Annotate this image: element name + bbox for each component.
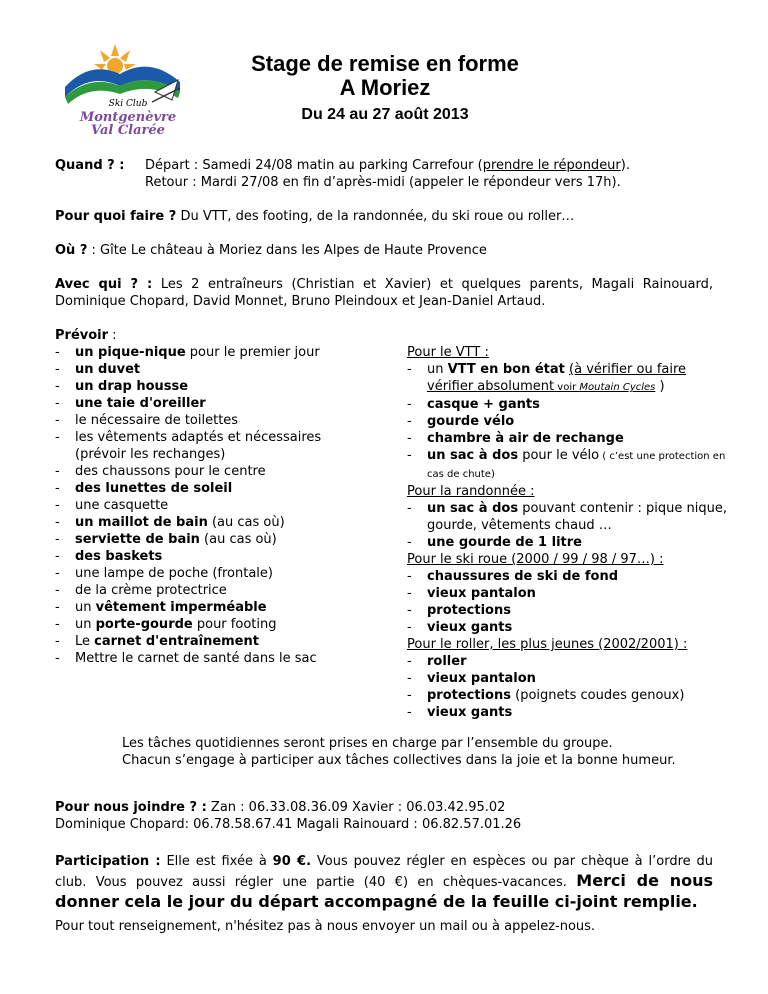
title-line-1: Stage de remise en forme bbox=[251, 51, 519, 76]
vtt-header: Pour le VTT : bbox=[407, 345, 489, 360]
list-item: - vieux gants bbox=[407, 704, 727, 721]
taches-line-2: Chacun s’engage à participer aux tâches collectives dans la joie et la bonne humeur. bbox=[122, 753, 676, 768]
ski-club-logo bbox=[60, 42, 185, 142]
repondeur-link[interactable]: prendre le répondeur bbox=[482, 158, 621, 173]
list-item: - vieux pantalon bbox=[407, 670, 727, 687]
pourquoi-text: Du VTT, des footing, de la randonnée, du ski roue ou roller… bbox=[176, 209, 575, 224]
list-item: - vieux pantalon bbox=[407, 585, 727, 602]
list-item: - un sac à dos pouvant contenir : pique nique, gourde, vêtements chaud … bbox=[407, 500, 727, 534]
document-title bbox=[200, 52, 570, 125]
quand-label: Quand ? : bbox=[55, 158, 125, 173]
ou-text: : Gîte Le château à Moriez dans les Alpes de Haute Provence bbox=[87, 243, 487, 258]
logo-line-3: Val Clarée bbox=[91, 123, 165, 138]
prevoir-item: - serviette de bain (au cas où) bbox=[55, 531, 345, 548]
prevoir-list bbox=[55, 344, 345, 667]
title-line-2: A Moriez bbox=[339, 75, 431, 100]
avecqui-label: Avec qui ? : bbox=[55, 277, 153, 292]
section-ou bbox=[55, 242, 713, 259]
prevoir-item: - de la crème protectrice bbox=[55, 582, 345, 599]
prevoir-item: - des lunettes de soleil bbox=[55, 480, 345, 497]
section-taches bbox=[122, 735, 722, 769]
logo-line-1: Ski Club bbox=[108, 99, 148, 109]
skiroue-list bbox=[407, 568, 727, 636]
vtt-list bbox=[407, 361, 727, 483]
section-quand bbox=[55, 157, 713, 191]
joindre-line-1: Zan : 06.33.08.36.09 Xavier : 06.03.42.95.02 bbox=[206, 800, 506, 815]
joindre-line-2: Dominique Chopard: 06.78.58.67.41 Magali Rainouard : 06.82.57.01.26 bbox=[55, 817, 522, 832]
prevoir-label: Prévoir bbox=[55, 328, 109, 343]
roller-header: Pour le roller, les plus jeunes (2002/2001) : bbox=[407, 637, 688, 652]
avecqui-text: Les 2 entraîneurs (Christian et Xavier) et quelques parents, Magali Rainouard, Dominique Chopard, David Monnet, Bruno Pleindoux et Jean-Daniel Artaud. bbox=[55, 277, 713, 309]
prevoir-item: - le nécessaire de toilettes bbox=[55, 412, 345, 429]
list-item: - une gourde de 1 litre bbox=[407, 534, 727, 551]
prevoir-item: - une lampe de poche (frontale) bbox=[55, 565, 345, 582]
prevoir-item: - un duvet bbox=[55, 361, 345, 378]
participation-note: Merci de nous donner cela le jour du départ accompagné de la feuille ci-joint remplie. bbox=[55, 871, 714, 911]
list-item: - gourde vélo bbox=[407, 413, 727, 430]
section-pourquoi bbox=[55, 208, 713, 225]
prevoir-item: - Le carnet d'entraînement bbox=[55, 633, 345, 650]
list-item: - roller bbox=[407, 653, 727, 670]
joindre-label: Pour nous joindre ? : bbox=[55, 800, 207, 815]
list-item: - un VTT en bon état (à vérifier ou faire vérifier absolument voir Moutain Cycles ) bbox=[407, 361, 727, 396]
prevoir-item: - une casquette bbox=[55, 497, 345, 514]
section-avec-qui bbox=[55, 276, 713, 310]
ou-label: Où ? bbox=[55, 243, 88, 258]
list-item: - casque + gants bbox=[407, 396, 727, 413]
section-joindre bbox=[55, 799, 713, 833]
prevoir-item: - une taie d'oreiller bbox=[55, 395, 345, 412]
prevoir-item: - un porte-gourde pour footing bbox=[55, 616, 345, 633]
quand-retour: Retour : Mardi 27/08 en fin d’après-midi (appeler le répondeur vers 17h). bbox=[145, 175, 621, 190]
rando-header: Pour la randonnée : bbox=[407, 484, 535, 499]
prevoir-item: - un vêtement imperméable bbox=[55, 599, 345, 616]
list-item: - vieux gants bbox=[407, 619, 727, 636]
prevoir-item: - des baskets bbox=[55, 548, 345, 565]
quand-depart: Départ : Samedi 24/08 matin au parking Carrefour (prendre le répondeur). bbox=[145, 158, 630, 173]
list-item: - chambre à air de rechange bbox=[407, 430, 727, 447]
list-item: - chaussures de ski de fond bbox=[407, 568, 727, 585]
prevoir-item: - un maillot de bain (au cas où) bbox=[55, 514, 345, 531]
list-item: - protections (poignets coudes genoux) bbox=[407, 687, 727, 704]
rando-list bbox=[407, 500, 727, 551]
pourquoi-label: Pour quoi faire ? bbox=[55, 209, 177, 224]
list-item: - protections bbox=[407, 602, 727, 619]
roller-list bbox=[407, 653, 727, 721]
participation-label: Participation : bbox=[55, 854, 161, 869]
prevoir-item: - des chaussons pour le centre bbox=[55, 463, 345, 480]
list-item: - un sac à dos pour le vélo ( c’est une protection en cas de chute) bbox=[407, 447, 727, 483]
logo-line-2: Montgenèvre bbox=[79, 110, 177, 125]
prevoir-item: - un pique-nique pour le premier jour bbox=[55, 344, 345, 361]
skiroue-header: Pour le ski roue (2000 / 99 / 98 / 97…) : bbox=[407, 552, 664, 567]
prevoir-item: - Mettre le carnet de santé dans le sac bbox=[55, 650, 345, 667]
prevoir-item: - les vêtements adaptés et nécessaires (prévoir les rechanges) bbox=[55, 429, 345, 463]
footer-note: Pour tout renseignement, n'hésitez pas à nous envoyer un mail ou à appelez-nous. bbox=[55, 919, 596, 934]
activities-column bbox=[407, 344, 727, 721]
section-participation: Participation : Elle est fixée à 90 €. Vous pouvez régler en espèces ou par chèque à l’ordre du club. Vous pouvez aussi régler une partie (40 €) en chèques-vacances. Merci de nous donner cela le jour du départ accompagné de la feuille ci-joint remplie. bbox=[55, 854, 714, 911]
prevoir-column: Prévoir : - un pique-nique pour le premier jour - un duvet - un drap housse - une taie d'oreiller - le nécessaire de toilettes - les vêtements adaptés et nécessaires (prévoir les rechanges) - des chaussons pour le centre - des lunettes de soleil - une casquette - un maillot de bain (au cas où) - serviette de bain (au cas où) - des baskets - une lampe de poche (frontale) - de la crème protectrice - un vêtement imperméable - un porte-gourde pour footing - Le carnet d'entraînement - Mettre le carnet de santé dans le sac bbox=[55, 327, 345, 667]
title-dates: Du 24 au 27 août 2013 bbox=[301, 106, 469, 123]
prevoir-item: - un drap housse bbox=[55, 378, 345, 395]
taches-line-1: Les tâches quotidiennes seront prises en charge par l’ensemble du groupe. bbox=[122, 736, 613, 751]
participation-price: 90 €. bbox=[272, 854, 312, 869]
